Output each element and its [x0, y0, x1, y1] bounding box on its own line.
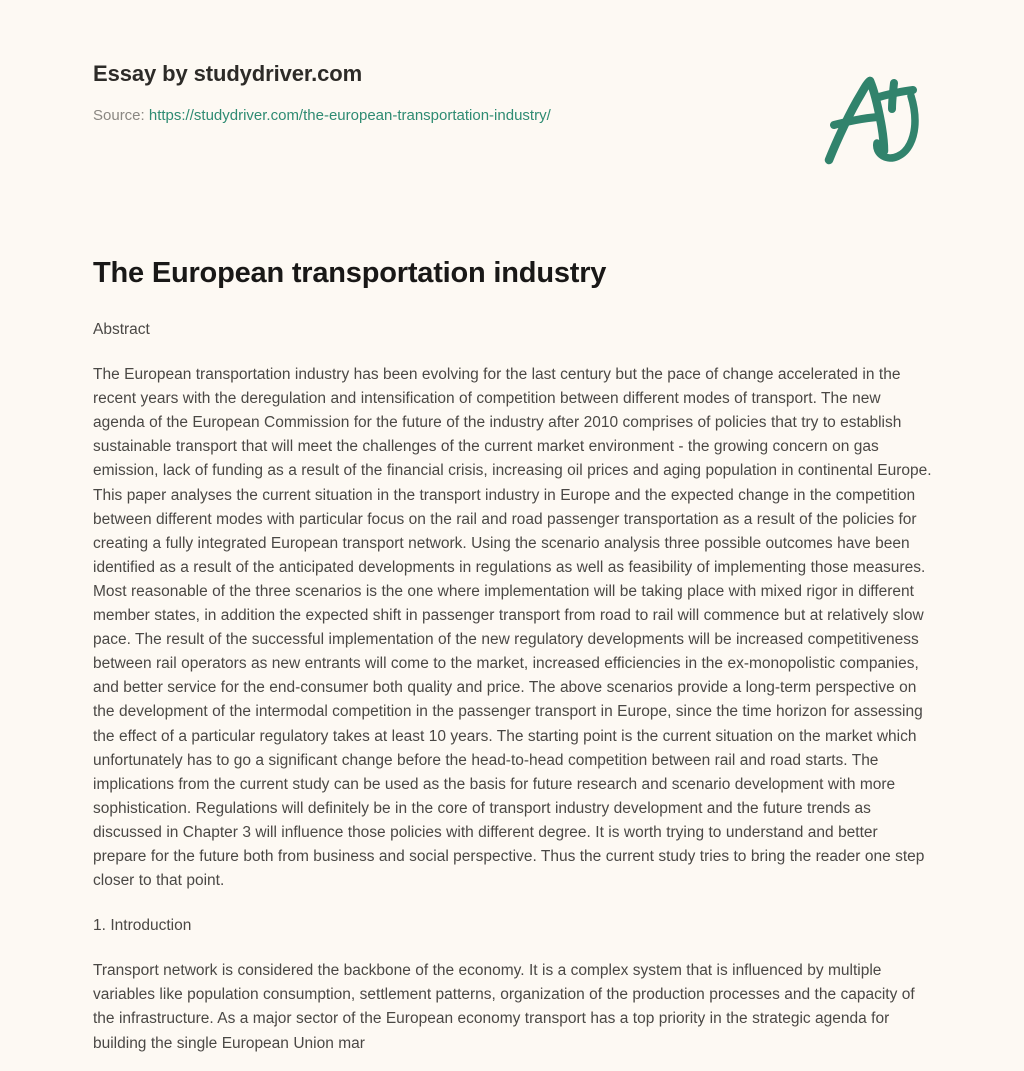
abstract-heading: Abstract [93, 321, 150, 338]
document-header [93, 60, 793, 126]
page-title: The European transportation industry [93, 257, 607, 289]
abstract-paragraph: The European transportation industry has been evolving for the last century but the pace of change accelerated in the recent years with the deregulation and intensification of competition between different modes of transport. The new agenda of the European Commission for the future of the industry after 2010 comprises of policies that try to establish sustainable transport that will meet the challenges of the current market environment - the growing concern on gas emission, lack of funding as a result of the financial crisis, increasing oil prices and aging population in continental Europe. This paper analyses the current situation in the transport industry in Europe and the expected change in the competition between different modes with particular focus on the rail and road passenger transportation as a result of the policies for creating a fully integrated European transport network. Using the scenario analysis three possible outcomes have been identified as a result of the anticipated developments in regulations as well as feasibility of implementing those measures. Most reasonable of the three scenarios is the one where implementation will be taking place with mixed rigor in different member states, in addition the expected shift in passenger transport from road to rail will commence but at relatively slow pace. The result of the successful implementation of the new regulatory developments will be increased competitiveness between rail operators as new entrants will come to the market, increased efficiencies in the ex-monopolistic companies, and better service for the end-consumer both quality and price. The above scenarios provide a long-term perspective on the development of the intermodal competition in the passenger transport in Europe, since the time horizon for assessing the effect of a particular regulatory takes at least 10 years. The starting point is the current situation on the market which unfortunately has to go a significant change before the head-to-head competition between rail and road starts. The implications from the current study can be used as the basis for future research and scenario development with more sophistication. Regulations will definitely be in the core of transport industry development and the future trends as discussed in Chapter 3 will influence those policies with different degree. It is worth trying to understand and better prepare for the future both from business and social perspective. Thus the current study tries to bring the reader one step closer to that point. [93, 366, 932, 890]
essay-byline: Essay by studydriver.com [93, 61, 363, 86]
source-label: Source: [93, 107, 145, 124]
introduction-paragraph: Transport network is considered the backbone of the economy. It is a complex system that is influenced by multiple variables like population consumption, settlement patterns, organization of the production processes and the capacity of the infrastructure. As a major sector of the European economy transport has a top priority in the strategic agenda for building the single European Union mar [93, 962, 915, 1052]
introduction-heading: 1. Introduction [93, 917, 192, 935]
source-line [93, 106, 793, 126]
a-plus-logo-icon [812, 68, 930, 172]
a-plus-logo [812, 68, 930, 172]
document-body [93, 255, 933, 1056]
source-url-link[interactable]: https://studydriver.com/the-european-transportation-industry/ [148, 107, 551, 124]
